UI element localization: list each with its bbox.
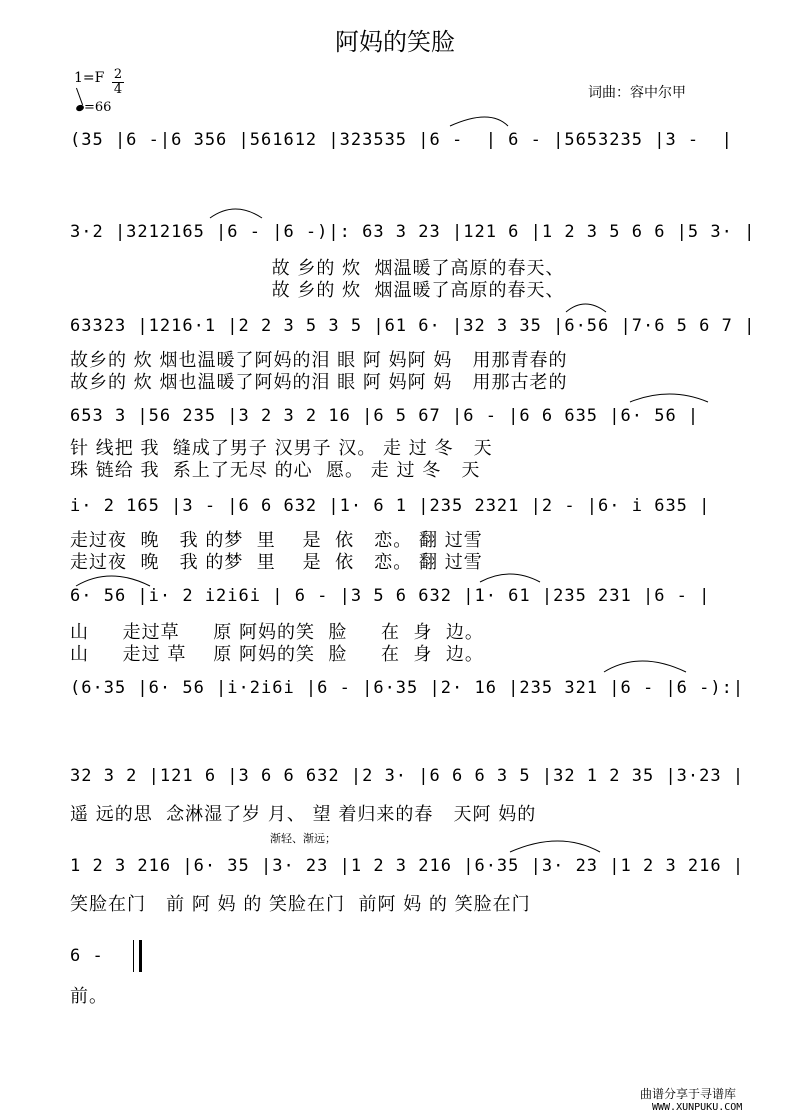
time-signature-top: 2 <box>113 67 123 82</box>
lyric-verse-2: 山 走过 草 原 阿妈的笑 脸 在 身 边。 <box>70 644 484 665</box>
lyric-verse-1: 走过夜 晚 我 的梦 里 是 依 恋。 翻 过雪 <box>70 530 483 551</box>
notation-line: 3·2 |3212165 |6 - |6 -)|: 63 3 23 |121 6 |1 2 3 5 6 6 |5 3· | <box>70 222 756 242</box>
lyric-verse-2: 珠 链给 我 系上了无尽 的心 愿。 走 过 冬 天 <box>70 460 481 481</box>
lyric-verse-2: 故乡的 炊 烟也温暖了阿妈的泪 眼 阿 妈阿 妈 用那古老的 <box>70 372 568 393</box>
notation-line: 6· 56 |i· 2 i2i6i | 6 - |3 5 6 632 |1· 61 |235 231 |6 - | <box>70 586 711 606</box>
notation-line: 32 3 2 |121 6 |3 6 6 632 |2 3· |6 6 6 3 5 |32 1 2 35 |3·23 | <box>70 766 745 786</box>
lyric-verse-1: 故乡的 炊 烟也温暖了阿妈的泪 眼 阿 妈阿 妈 用那青春的 <box>70 350 568 371</box>
notation-line: 63323 |1216·1 |2 2 3 5 3 5 |61 6· |32 3 35 |6·56 |7·6 5 6 7 | <box>70 316 756 336</box>
notation-line: (35 |6 -|6 356 |561612 |323535 |6 - | 6 - |5653235 |3 - | <box>70 130 733 150</box>
lyric-verse-1: 故 乡的 炊 烟温暖了高原的春天、 <box>70 258 565 279</box>
lyric-verse-1: 遥 远的思 念淋湿了岁 月、 望 着归来的春 天阿 妈的 <box>70 804 537 825</box>
notation-line: 6 - <box>70 946 115 966</box>
notation-line: 653 3 |56 235 |3 2 3 2 16 |6 5 67 |6 - |6 6 635 |6· 56 | <box>70 406 700 426</box>
tempo-value: =66 <box>84 100 112 115</box>
lyric-verse-1: 山 走过草 原 阿妈的笑 脸 在 身 边。 <box>70 622 484 643</box>
credits: 词曲：容中尔甲 <box>588 85 686 101</box>
dynamics-annotation: 渐轻、渐远； <box>270 832 336 845</box>
lyric-verse-1: 前。 <box>70 986 108 1007</box>
lyric-verse-2: 故 乡的 炊 烟温暖了高原的春天、 <box>70 280 565 301</box>
notation-line: i· 2 165 |3 - |6 6 632 |1· 6 1 |235 2321 |2 - |6· i 635 | <box>70 496 711 516</box>
lyric-verse-1: 笑脸在门 前 阿 妈 的 笑脸在门 前阿 妈 的 笑脸在门 <box>70 894 531 915</box>
song-title: 阿妈的笑脸 <box>335 28 455 56</box>
footer-site-url: WWW.XUNPUKU.COM <box>652 1102 743 1113</box>
time-signature-bottom: 4 <box>113 82 123 97</box>
key-signature: 1=F <box>74 70 105 86</box>
lyric-verse-2: 走过夜 晚 我 的梦 里 是 依 恋。 翻 过雪 <box>70 552 483 573</box>
lyric-verse-1: 针 线把 我 缝成了男子 汉男子 汉。 走 过 冬 天 <box>70 438 493 459</box>
footer-site-name: 曲谱分享于寻谱库 <box>640 1087 737 1101</box>
notation-line: 1 2 3 216 |6· 35 |3· 23 |1 2 3 216 |6·35 |3· 23 |1 2 3 216 | <box>70 856 745 876</box>
notation-line: (6·35 |6· 56 |i·2i6i |6 - |6·35 |2· 16 |235 321 |6 - |6 -):| <box>70 678 745 698</box>
